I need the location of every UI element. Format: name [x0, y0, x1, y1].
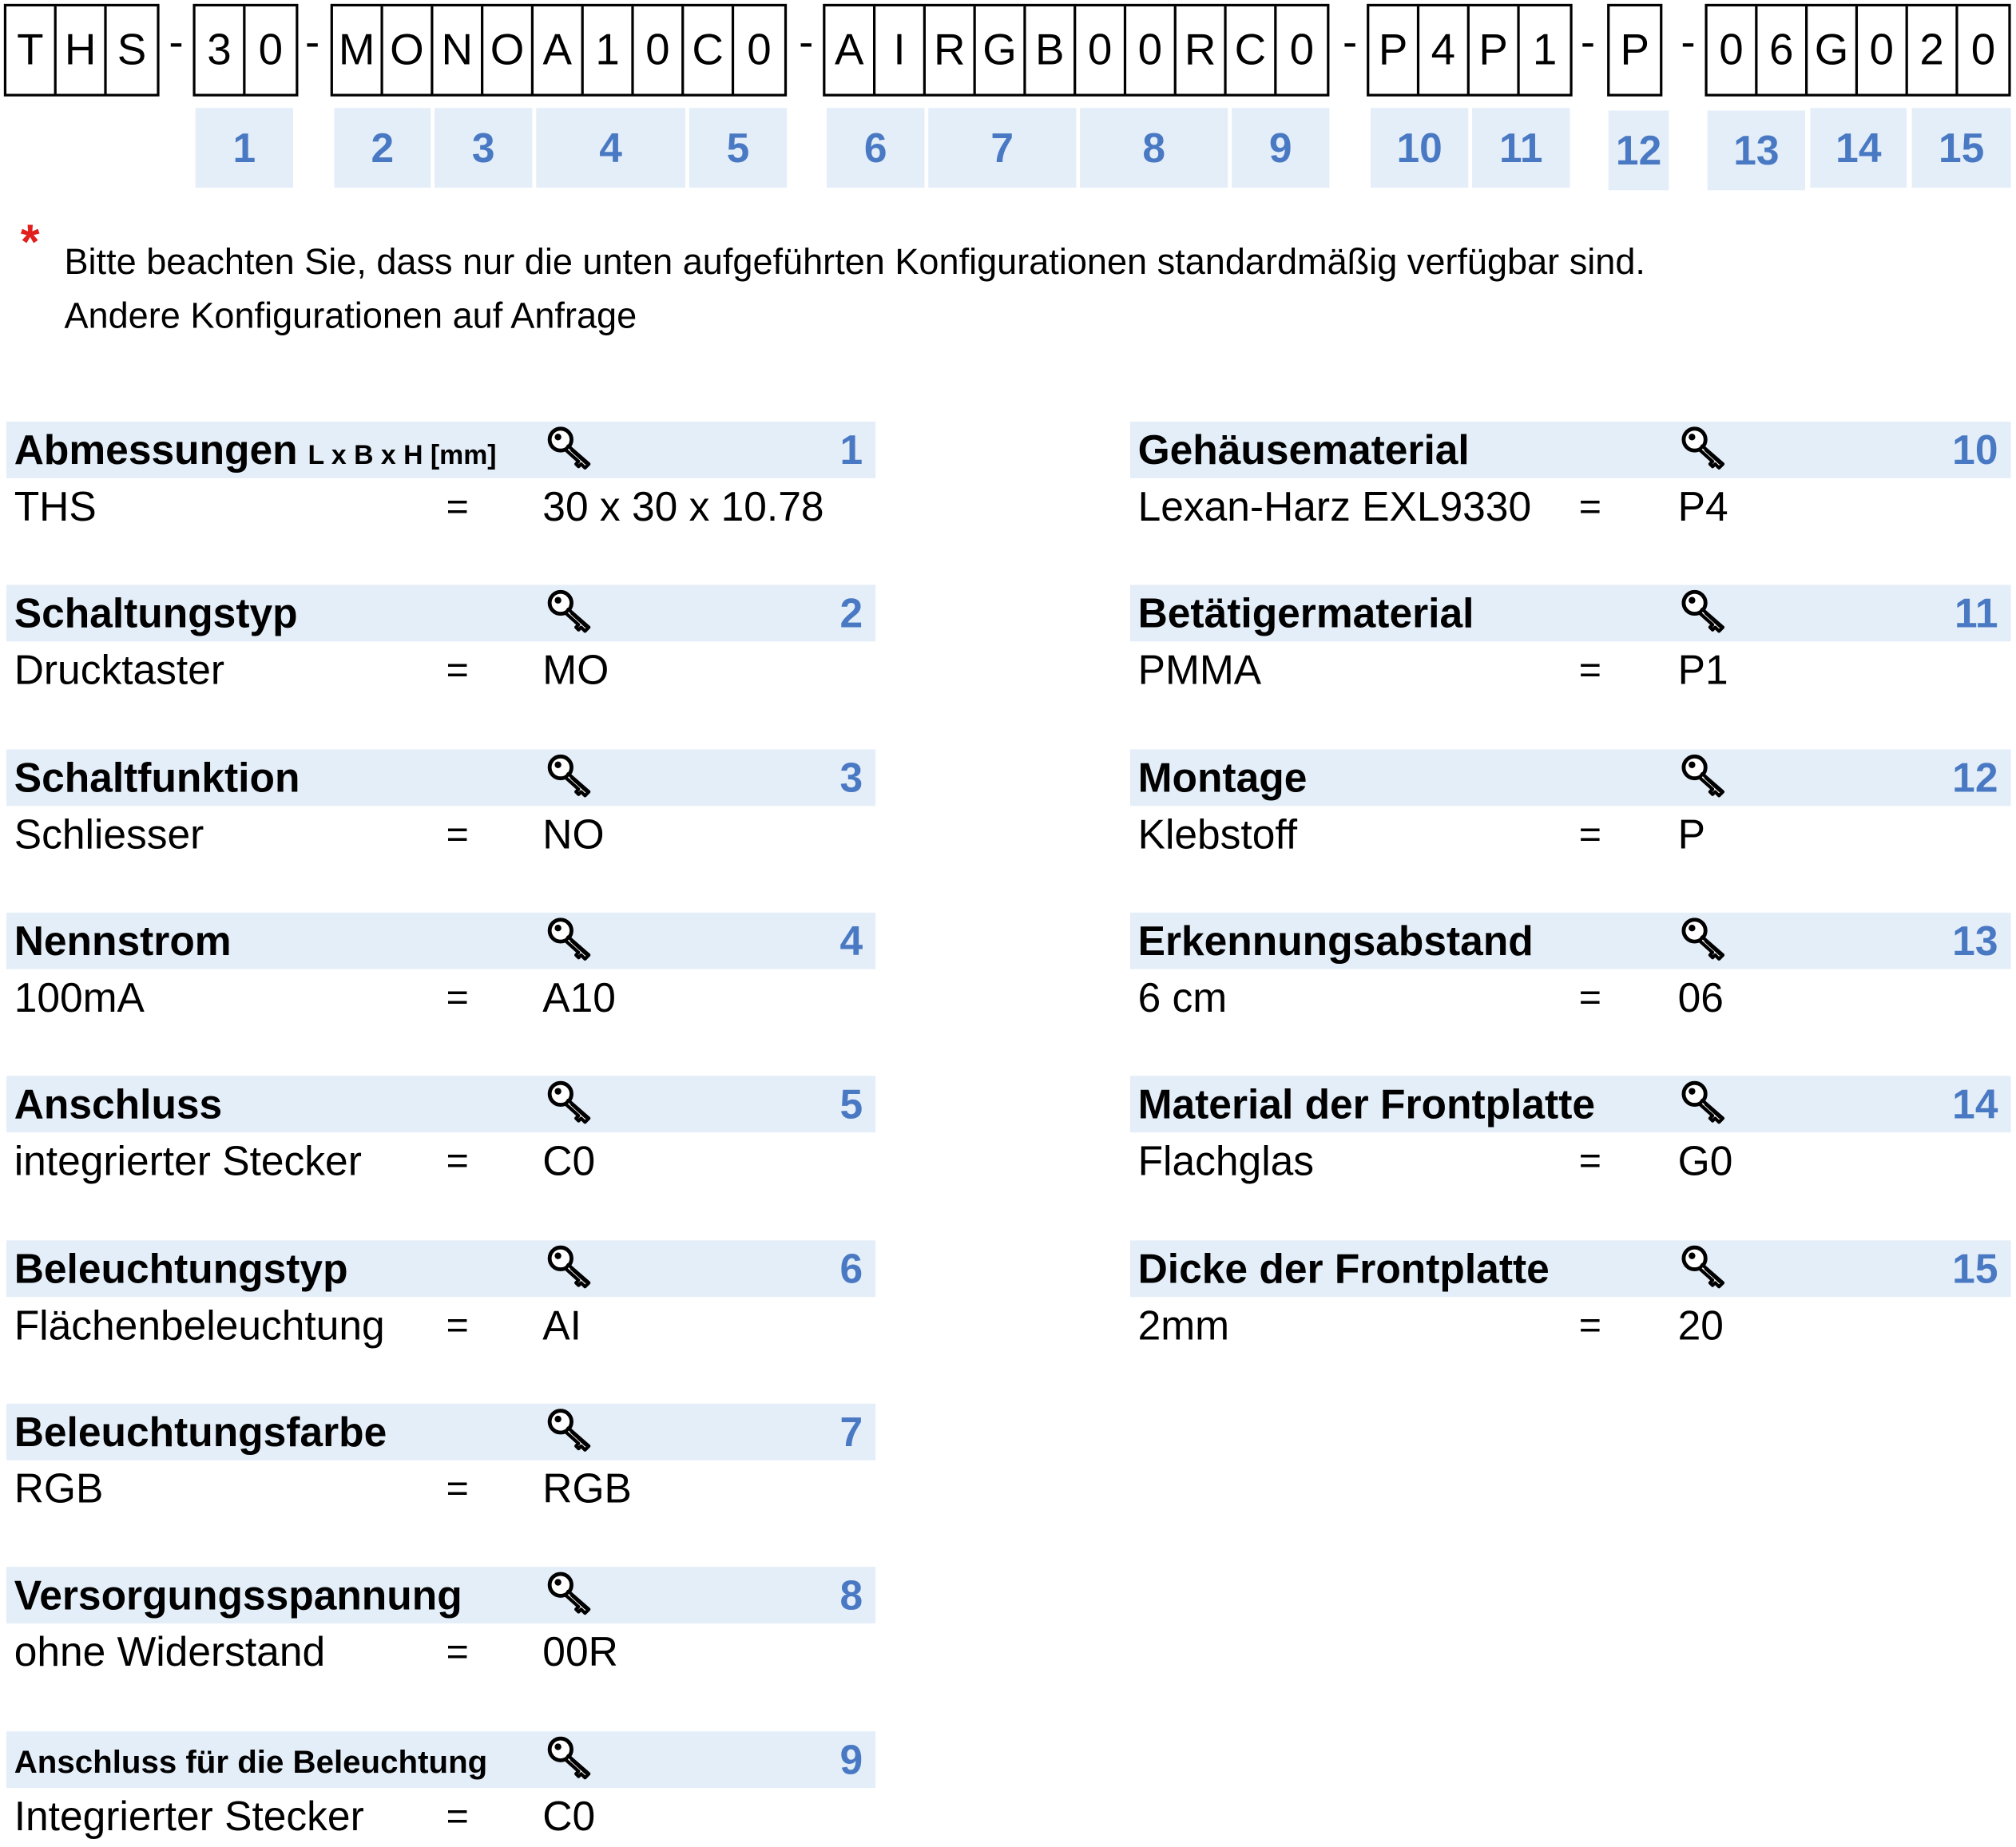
option-code: 00R: [542, 1628, 618, 1675]
option-label: Flachglas: [1137, 1137, 1315, 1184]
section-8: [6, 1567, 875, 1683]
code-cell: S: [117, 25, 147, 74]
equals-sign: =: [446, 977, 469, 1020]
key-icon: [1681, 1080, 1732, 1128]
option-code: P1: [1677, 646, 1728, 693]
code-group-6: [1607, 4, 1662, 97]
section-number: 3: [839, 754, 863, 801]
index-7: 7: [928, 108, 1076, 188]
key-icon: [546, 1735, 597, 1784]
code-cell: 0: [1126, 6, 1177, 93]
option-label: 100mA: [14, 974, 145, 1021]
section-title: [14, 1572, 462, 1620]
section-6: [6, 1240, 875, 1356]
option-label: Integrierter Stecker: [14, 1793, 364, 1840]
option-label: Drucktaster: [14, 646, 225, 693]
option-code: P4: [1677, 483, 1728, 530]
code-cell: H: [57, 6, 107, 93]
equals-sign: =: [446, 813, 469, 857]
code-cell: 0: [1076, 6, 1126, 93]
section-number: 14: [1952, 1080, 1998, 1128]
equals-sign: =: [446, 486, 469, 529]
code-cell: C: [1227, 6, 1277, 93]
section-title: [14, 1246, 348, 1294]
code-cell: P: [1470, 6, 1520, 93]
key-icon: [1681, 1244, 1732, 1293]
option-label: 2mm: [1137, 1302, 1230, 1349]
code-cell: 6: [1757, 6, 1808, 93]
section-number: 15: [1952, 1245, 1998, 1292]
section-4: [6, 913, 875, 1029]
section-title-text: Montage: [1137, 754, 1308, 801]
index-5: 5: [689, 108, 787, 188]
key-icon: [546, 1571, 597, 1619]
key-icon: [1681, 917, 1732, 965]
option-label: Flächenbeleuchtung: [14, 1302, 385, 1349]
option-label: integrierter Stecker: [14, 1137, 362, 1184]
code-group-2: [192, 4, 298, 97]
equals-sign: =: [446, 1304, 469, 1347]
section-1: [6, 422, 875, 537]
equals-sign: =: [446, 1631, 469, 1674]
section-title: [1138, 426, 1470, 474]
section-title-text: Betätigermaterial: [1137, 589, 1474, 636]
index-1: 1: [196, 108, 293, 188]
option-code: RGB: [542, 1465, 632, 1512]
section-2: [6, 585, 875, 700]
note-line-2: Andere Konfigurationen auf Anfrage: [64, 295, 637, 336]
section-12: [1130, 749, 2011, 865]
section-number: 2: [839, 589, 863, 636]
code-cell: R: [926, 6, 976, 93]
option-label: THS: [14, 483, 97, 530]
option-label: Klebstoff: [1137, 811, 1298, 858]
section-10: [1130, 422, 2011, 537]
index-14: 14: [1810, 108, 1907, 188]
code-cell: 0: [1970, 25, 1996, 74]
section-title: [14, 1081, 222, 1129]
section-15: [1130, 1240, 2011, 1356]
section-title-text: Gehäusematerial: [1137, 426, 1470, 474]
section-title: [14, 1744, 488, 1782]
index-10: 10: [1371, 108, 1468, 188]
index-9: 9: [1232, 108, 1329, 188]
key-icon: [546, 1080, 597, 1128]
index-6: 6: [827, 108, 924, 188]
note-line-1: Bitte beachten Sie, dass nur die unten aufgeführten Konfigurationen standardmäßig verfügbar sind.: [64, 241, 1645, 282]
option-label: Lexan-Harz EXL9330: [1137, 483, 1532, 530]
option-label: PMMA: [1137, 646, 1262, 693]
option-code: 30 x 30 x 10.78: [542, 483, 824, 530]
section-number: 6: [839, 1245, 863, 1292]
equals-sign: =: [1578, 977, 1601, 1020]
code-cell: A: [825, 6, 875, 93]
section-title: [1138, 1081, 1595, 1129]
equals-sign: =: [1578, 486, 1601, 529]
code-cell: 0: [1708, 6, 1758, 93]
equals-sign: =: [446, 1795, 469, 1838]
index-12: 12: [1609, 110, 1669, 190]
option-code: G0: [1677, 1137, 1733, 1184]
code-group-5: [1367, 4, 1573, 97]
index-13: 13: [1708, 110, 1805, 190]
code-cell: 1: [584, 6, 634, 93]
section-14: [1130, 1076, 2011, 1191]
section-7: [6, 1404, 875, 1520]
code-cell: 4: [1419, 6, 1470, 93]
code-group-7: [1704, 4, 2010, 97]
section-title-text: Beleuchtungsfarbe: [14, 1409, 387, 1456]
option-code: NO: [542, 811, 605, 858]
section-title-text: Schaltungstyp: [14, 589, 298, 636]
code-cell: G: [976, 6, 1026, 93]
separator: -: [169, 18, 184, 67]
code-cell: O: [383, 6, 434, 93]
code-cell: M: [333, 6, 383, 93]
section-title-text: Nennstrom: [14, 918, 232, 965]
key-icon: [546, 917, 597, 965]
section-title-text: Anschluss für die Beleuchtung: [14, 1744, 488, 1781]
code-cell: 0: [1858, 6, 1908, 93]
separator: -: [305, 18, 320, 67]
index-3: 3: [435, 108, 532, 188]
index-8: 8: [1080, 108, 1228, 188]
section-title: [14, 755, 300, 803]
section-title-text: Dicke der Frontplatte: [1137, 1245, 1550, 1292]
separator: -: [799, 18, 814, 67]
code-cell: 0: [258, 25, 284, 74]
index-15: 15: [1912, 108, 2011, 188]
section-title: [1138, 755, 1308, 803]
code-cell: P: [1369, 6, 1419, 93]
code-cell: 1: [1532, 25, 1558, 74]
code-cell: 0: [634, 6, 685, 93]
code-cell: P: [1620, 25, 1649, 74]
section-title-text: Material der Frontplatte: [1137, 1080, 1596, 1128]
code-cell: A: [534, 6, 584, 93]
option-label: ohne Widerstand: [14, 1628, 326, 1675]
equals-sign: =: [446, 648, 469, 692]
code-cell: 3: [196, 6, 246, 93]
code-cell: N: [433, 6, 483, 93]
section-number: 4: [839, 918, 863, 965]
code-cell: 2: [1908, 6, 1958, 93]
separator: -: [1681, 18, 1696, 67]
option-code: P: [1677, 811, 1706, 858]
code-cell: T: [6, 6, 57, 93]
section-13: [1130, 913, 2011, 1029]
section-title: [1138, 590, 1474, 638]
option-code: 06: [1677, 974, 1724, 1021]
code-cell: G: [1808, 6, 1858, 93]
key-icon: [546, 1244, 597, 1293]
equals-sign: =: [1578, 1304, 1601, 1347]
section-title: [1138, 1246, 1550, 1294]
section-title-text: Schaltfunktion: [14, 754, 300, 801]
equals-sign: =: [446, 1140, 469, 1183]
section-5: [6, 1076, 875, 1191]
option-code: MO: [542, 646, 609, 693]
code-cell: 0: [747, 25, 772, 74]
section-title: [14, 426, 497, 474]
option-code: AI: [542, 1302, 581, 1349]
section-title: [14, 918, 232, 965]
code-cell: I: [875, 6, 926, 93]
section-number: 7: [839, 1409, 863, 1456]
section-number: 1: [839, 426, 863, 474]
key-icon: [1681, 426, 1732, 474]
key-icon: [546, 1408, 597, 1457]
separator: -: [1343, 18, 1358, 67]
section-title: [14, 1409, 387, 1457]
section-number: 9: [839, 1736, 863, 1783]
key-icon: [546, 589, 597, 637]
section-title-text: Abmessungen: [14, 426, 298, 474]
section-title-text: Erkennungsabstand: [1137, 918, 1534, 965]
key-icon: [546, 753, 597, 802]
code-group-1: [4, 4, 160, 97]
option-label: RGB: [14, 1465, 104, 1512]
section-title-text: Beleuchtungstyp: [14, 1245, 348, 1292]
section-title: [1138, 918, 1534, 965]
code-cell: R: [1177, 6, 1227, 93]
code-cell: O: [483, 6, 534, 93]
section-11: [1130, 585, 2011, 700]
code-cell: C: [684, 6, 734, 93]
code-group-4: [823, 4, 1329, 97]
key-icon: [546, 426, 597, 474]
equals-sign: =: [1578, 813, 1601, 857]
option-code: C0: [542, 1137, 596, 1184]
index-11: 11: [1472, 108, 1570, 188]
option-label: Schliesser: [14, 811, 204, 858]
section-title: [14, 590, 298, 638]
section-number: 10: [1952, 426, 1998, 474]
equals-sign: =: [1578, 1140, 1601, 1183]
option-code: A10: [542, 974, 616, 1021]
option-code: C0: [542, 1793, 596, 1840]
code-cell: 0: [1289, 25, 1315, 74]
section-unit: L x B x H [mm]: [308, 441, 497, 471]
code-group-3: [331, 4, 787, 97]
section-number: 12: [1952, 754, 1998, 801]
section-number: 8: [839, 1572, 863, 1619]
separator: -: [1580, 18, 1596, 67]
option-code: 20: [1677, 1302, 1724, 1349]
index-4: 4: [536, 108, 685, 188]
section-number: 5: [839, 1080, 863, 1128]
section-9: [6, 1731, 875, 1847]
equals-sign: =: [1578, 648, 1601, 692]
key-icon: [1681, 753, 1732, 802]
section-title-text: Anschluss: [14, 1080, 223, 1128]
key-icon: [1681, 589, 1732, 637]
index-2: 2: [335, 108, 431, 188]
option-label: 6 cm: [1137, 974, 1228, 1021]
code-cell: B: [1026, 6, 1077, 93]
section-number: 13: [1952, 918, 1998, 965]
section-3: [6, 749, 875, 865]
note-asterisk: *: [20, 216, 40, 271]
equals-sign: =: [446, 1468, 469, 1511]
section-number: 11: [1954, 589, 1998, 636]
section-title-text: Versorgungsspannung: [14, 1572, 462, 1619]
